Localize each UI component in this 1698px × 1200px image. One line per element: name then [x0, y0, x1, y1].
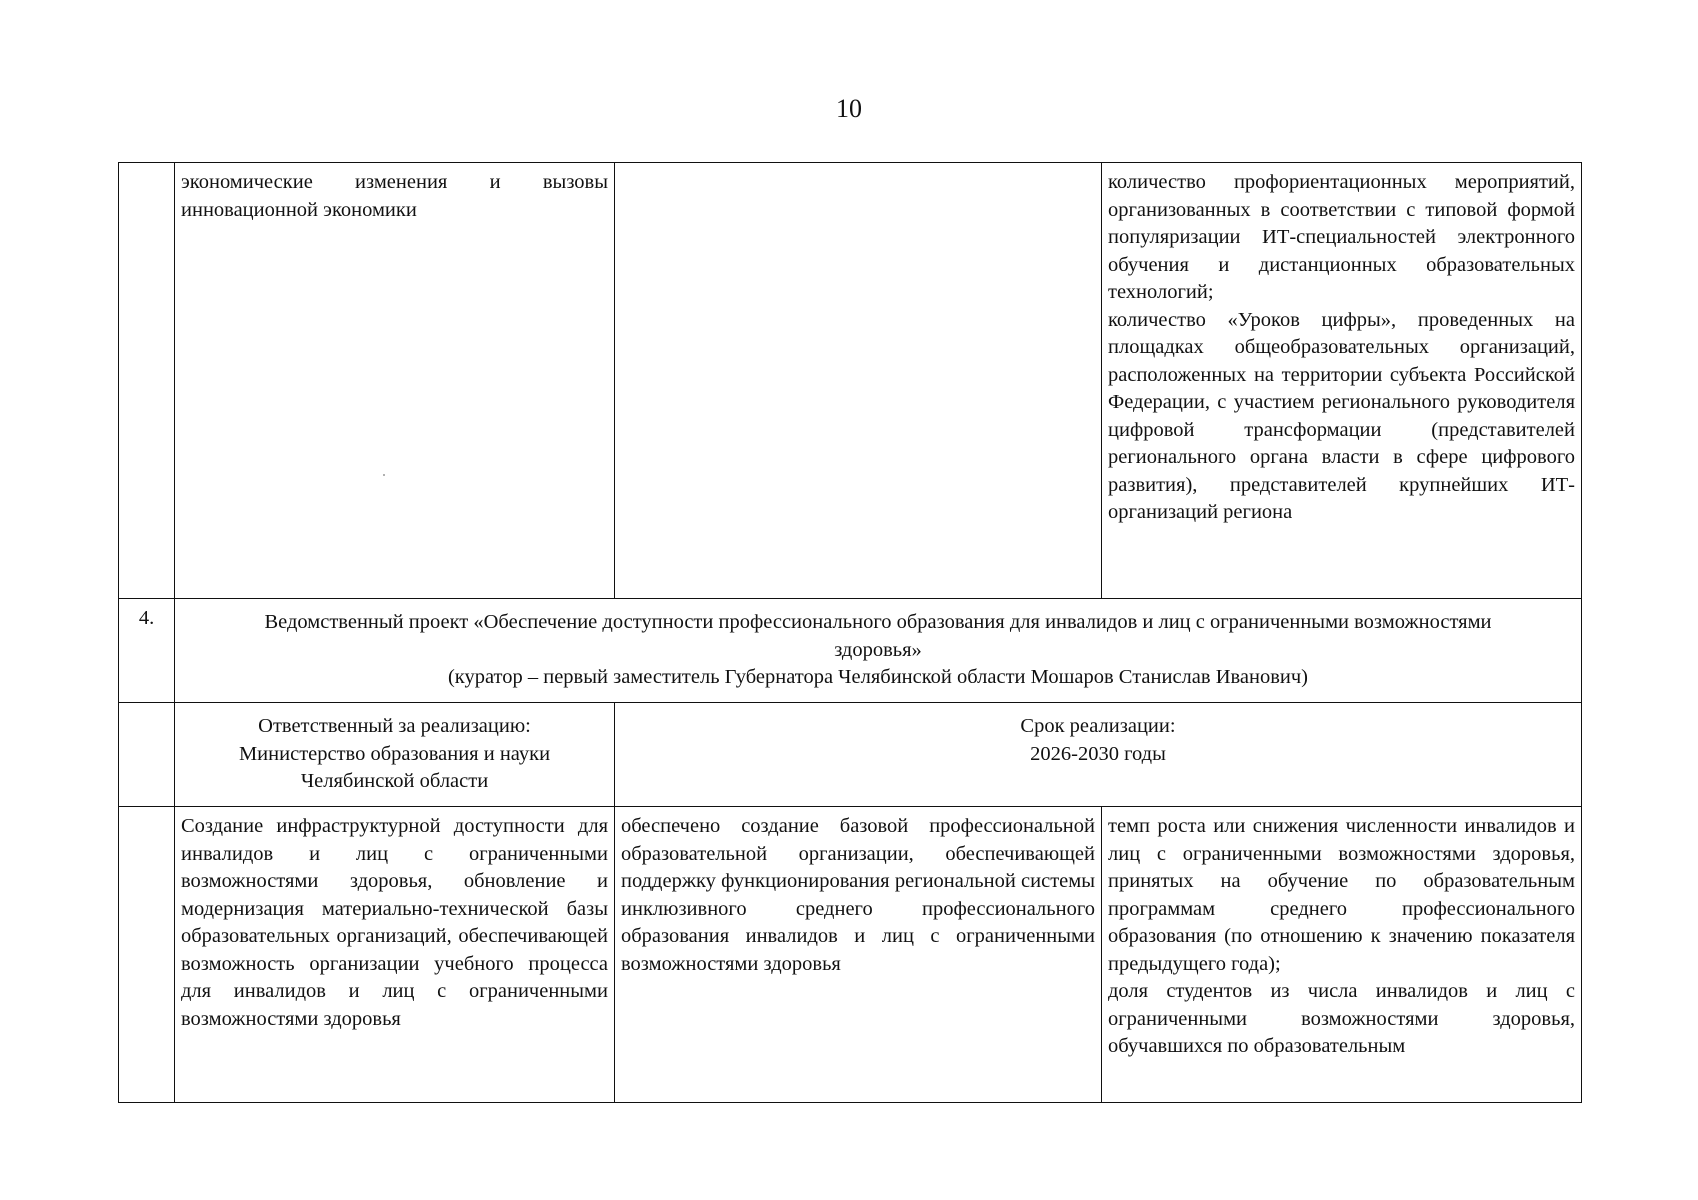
responsible-label: Ответственный за реализацию:: [258, 715, 531, 737]
row-number-cell: [119, 163, 175, 599]
project-title-cell: [175, 599, 1582, 703]
indicator-item: темп роста или снижения численности инвалидов и лиц с ограниченными возможностями здоровья, принятых на обучение по образовательным программам среднего профессионального образования (по отношению к значению показателя предыдущего года);: [1108, 815, 1575, 975]
task-cell: Создание инфраструктурной доступности для инвалидов и лиц с ограниченными возможностями здоровья, обновление и модернизация материально-технической базы образовательных организаций, обеспечивающей возможность организации учебного процесса для инвалидов и лиц с ограниченными возможностями здоровья: [175, 807, 615, 1103]
row-number-cell: [119, 703, 175, 807]
table-row: [119, 599, 1582, 703]
project-table: [118, 162, 1582, 1103]
row-number-cell: [119, 807, 175, 1103]
indicator-cell: [1102, 807, 1582, 1103]
table-row: [119, 807, 1582, 1103]
row-number-cell: 4.: [119, 599, 175, 703]
responsible-value: Министерство образования и науки Челябинской области: [238, 742, 551, 792]
indicator-item: доля студентов из числа инвалидов и лиц с ограниченными возможностями здоровья, обучавшихся по образовательным: [1108, 980, 1575, 1057]
result-cell: [615, 163, 1102, 599]
indicator-cell: [1102, 163, 1582, 599]
term-value: 2026-2030 годы: [1030, 742, 1166, 765]
project-title: Ведомственный проект «Обеспечение доступности профессионального образования для инвалидов и лиц с ограниченными возможностями здоровья»: [264, 611, 1492, 661]
scan-speck: [383, 474, 385, 476]
term-label: Срок реализации:: [1020, 715, 1176, 737]
responsible-cell: [175, 703, 615, 807]
result-cell: обеспечено создание базовой профессиональной образовательной организации, обеспечивающей поддержку функционирования региональной системы инклюзивного среднего профессионального образования инвалидов и лиц с ограниченными возможностями здоровья: [615, 807, 1102, 1103]
indicator-item: количество профориентационных мероприятий, организованных в соответствии с типовой формой популяризации ИТ-специальностей электронного обучения и дистанционных образовательных технологий;: [1108, 171, 1575, 303]
table-row: [119, 703, 1582, 807]
project-curator: (куратор – первый заместитель Губернатора Челябинской области Мошаров Станислав Иванович): [447, 666, 1309, 688]
page-number: 10: [836, 94, 862, 123]
term-cell: [615, 703, 1582, 807]
task-cell: экономические изменения и вызовы инновационной экономики: [175, 163, 615, 599]
indicator-item: количество «Уроков цифры», проведенных на площадках общеобразовательных организаций, расположенных на территории субъекта Российской Федерации, с участием регионального руководителя цифровой трансформации (представителей регионального органа власти в сфере цифрового развития), представителей крупнейших ИТ-организаций региона: [1108, 308, 1575, 523]
table-row: [119, 163, 1582, 599]
